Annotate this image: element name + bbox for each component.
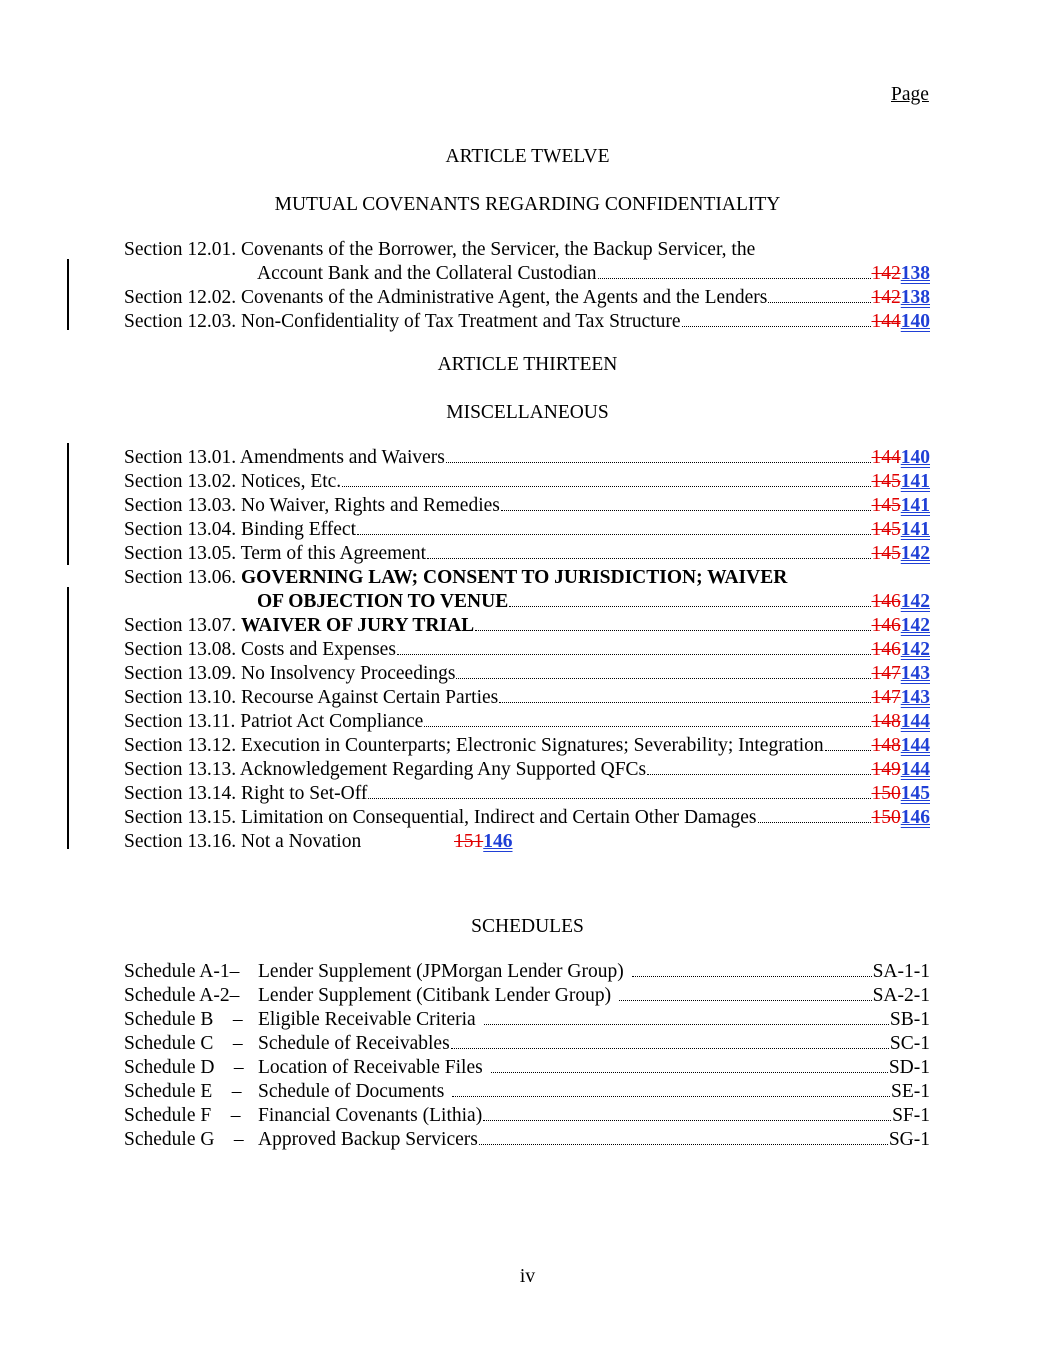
toc-entry-13-06-line1: Section 13.06. GOVERNING LAW; CONSENT TO JURISDICTION; WAIVER	[124, 567, 788, 588]
toc-entry-13-04[interactable]: Section 13.04. Binding Effect 145141	[124, 519, 930, 540]
revision-bar	[67, 443, 69, 565]
toc-entry-12-02[interactable]: Section 12.02. Covenants of the Administrative Agent, the Agents and the Lenders 142138	[124, 287, 930, 308]
page-label: Page	[891, 84, 929, 105]
schedules-toc	[124, 960, 930, 1152]
toc-entry-13-06[interactable]: OF OBJECTION TO VENUE 146142	[257, 591, 930, 612]
toc-entry-13-07[interactable]: Section 13.07. WAIVER OF JURY TRIAL 146142	[124, 615, 930, 636]
toc-entry-13-11[interactable]: Section 13.11. Patriot Act Compliance 148144	[124, 711, 930, 732]
schedule-entry-b[interactable]: Schedule B – Eligible Receivable Criteria SB-1	[124, 1009, 930, 1030]
schedule-entry-a1[interactable]: Schedule A-1– Lender Supplement (JPMorgan Lender Group) SA-1-1	[124, 961, 930, 982]
article-thirteen-toc	[124, 446, 930, 854]
toc-entry-13-01[interactable]: Section 13.01. Amendments and Waivers 144140	[124, 447, 930, 468]
article-twelve-toc	[124, 238, 930, 334]
toc-entry-13-16[interactable]: Section 13.16. Not a Novation 151146	[124, 831, 513, 852]
article-twelve-heading: ARTICLE TWELVE	[445, 146, 610, 167]
schedules-heading: SCHEDULES	[471, 916, 584, 937]
toc-entry-12-03[interactable]: Section 12.03. Non-Confidentiality of Tax Treatment and Tax Structure 144140	[124, 311, 930, 332]
toc-entry-13-10[interactable]: Section 13.10. Recourse Against Certain Parties 147143	[124, 687, 930, 708]
toc-entry-13-08[interactable]: Section 13.08. Costs and Expenses 146142	[124, 639, 930, 660]
toc-entry-12-01-line1: Section 12.01. Covenants of the Borrower, the Servicer, the Backup Servicer, the	[124, 239, 756, 260]
toc-entry-13-12[interactable]: Section 13.12. Execution in Counterparts; Electronic Signatures; Severability; Integration 148144	[124, 735, 930, 756]
toc-entry-13-02[interactable]: Section 13.02. Notices, Etc. 145141	[124, 471, 930, 492]
toc-entry-13-13[interactable]: Section 13.13. Acknowledgement Regarding Any Supported QFCs 149144	[124, 759, 930, 780]
toc-entry-13-15[interactable]: Section 13.15. Limitation on Consequential, Indirect and Certain Other Damages 150146	[124, 807, 930, 828]
schedule-entry-a2[interactable]: Schedule A-2– Lender Supplement (Citibank Lender Group) SA-2-1	[124, 985, 930, 1006]
schedule-entry-f[interactable]: Schedule F – Financial Covenants (Lithia) SF-1	[124, 1105, 930, 1126]
schedule-entry-e[interactable]: Schedule E – Schedule of Documents SE-1	[124, 1081, 930, 1102]
toc-entry-13-09[interactable]: Section 13.09. No Insolvency Proceedings 147143	[124, 663, 930, 684]
article-thirteen-heading: ARTICLE THIRTEEN	[437, 354, 618, 375]
toc-entry-13-05[interactable]: Section 13.05. Term of this Agreement 145142	[124, 543, 930, 564]
article-thirteen-title: MISCELLANEOUS	[446, 402, 609, 423]
revision-bar	[67, 259, 69, 330]
toc-entry-13-14[interactable]: Section 13.14. Right to Set-Off 150145	[124, 783, 930, 804]
revision-bar	[67, 587, 69, 849]
toc-entry-13-03[interactable]: Section 13.03. No Waiver, Rights and Remedies 145141	[124, 495, 930, 516]
schedule-entry-g[interactable]: Schedule G – Approved Backup Servicers SG-1	[124, 1129, 930, 1150]
schedule-entry-c[interactable]: Schedule C – Schedule of Receivables SC-1	[124, 1033, 930, 1054]
schedule-entry-d[interactable]: Schedule D – Location of Receivable Files SD-1	[124, 1057, 930, 1078]
toc-entry-12-01[interactable]: Account Bank and the Collateral Custodian 142138	[257, 263, 930, 284]
page-number: iv	[519, 1266, 536, 1287]
article-twelve-title: MUTUAL COVENANTS REGARDING CONFIDENTIALITY	[274, 194, 781, 215]
